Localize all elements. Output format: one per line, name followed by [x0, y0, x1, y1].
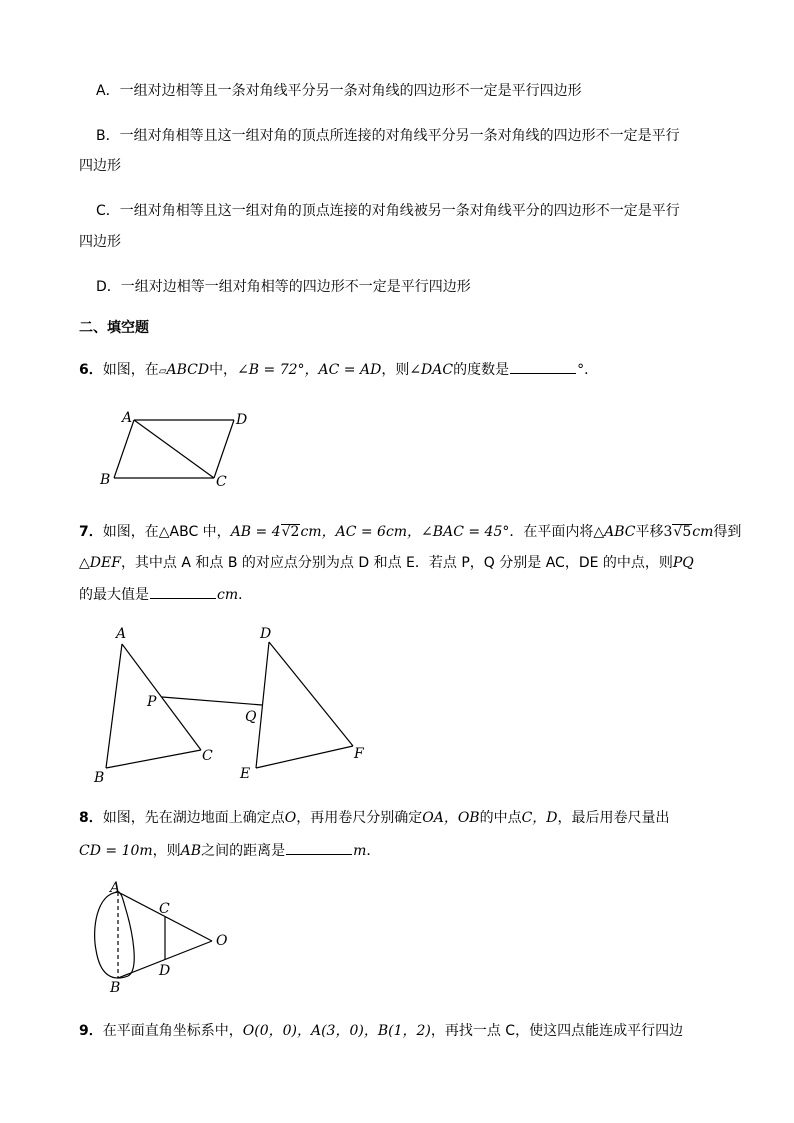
- point-label-b: B: [110, 980, 121, 996]
- q8-math-5: AB: [180, 843, 202, 859]
- q9-math-1: O(0，0)，A(3，0)，B(1，2): [242, 1023, 431, 1039]
- question-9: [79, 1021, 683, 1041]
- q8-text-1: 如图，先在湖边地面上确定点: [102, 810, 285, 826]
- q8-math-6: m: [353, 843, 367, 859]
- question-8-line1: [79, 808, 670, 828]
- sqrt-2: √2: [281, 524, 300, 540]
- q7-math-6: △DEF: [79, 555, 121, 571]
- q6-math-2: ∠B = 72°，AC = AD: [237, 362, 382, 378]
- point-label-o: O: [216, 933, 228, 949]
- choice-a: A．一组对边相等且一条对角线平分另一条对角线的四边形不一定是平行四边形: [96, 83, 582, 99]
- q6-text-1: 如图，在: [102, 362, 159, 378]
- q7-math-2: cm，AC = 6cm，∠BAC = 45°: [300, 524, 510, 540]
- question-number: 6．: [79, 362, 103, 378]
- q7-math-5: cm: [692, 524, 714, 540]
- q8-text-3: 的中点: [479, 810, 522, 826]
- answer-blank: [150, 584, 216, 599]
- q6-math-1: ABCD: [166, 362, 210, 378]
- q7-math-8: cm: [217, 587, 239, 603]
- choice-c-line1: C．一组对角相等且这一组对角的顶点连接的对角线被另一条对角线平分的四边形不一定是平行: [96, 203, 680, 219]
- q7-text-2: ．在平面内将: [509, 524, 594, 540]
- point-label-a: A: [110, 880, 121, 896]
- question-number: 9．: [79, 1023, 103, 1039]
- q6-text-3: ，则: [381, 362, 410, 378]
- lake-measurement-figure: [90, 880, 240, 995]
- q8-math-3: C，D: [521, 810, 558, 826]
- q8-math-4: CD = 10m: [79, 843, 153, 859]
- point-label-d: D: [159, 963, 171, 979]
- answer-blank: [286, 840, 352, 855]
- choice-b-line2: 四边形: [79, 158, 121, 174]
- point-label-c: C: [202, 748, 213, 764]
- question-7-line3: [79, 584, 252, 605]
- point-label-a: A: [122, 410, 133, 426]
- q8-math-1: O: [284, 810, 297, 826]
- question-6: [79, 359, 598, 382]
- question-number: 7．: [79, 524, 103, 540]
- point-label-p: P: [147, 694, 157, 710]
- point-label-c: C: [216, 474, 227, 490]
- q7-text-5: ，其中点 A 和点 B 的对应点分别为点 D 和点 E．若点 P，Q 分别是 AC，DE 的中点，则: [120, 555, 673, 571]
- q7-math-4: 3: [663, 524, 673, 540]
- point-label-e: E: [240, 766, 251, 782]
- point-label-a: A: [116, 626, 127, 642]
- q8-text-2: ，再用卷尺分别确定: [296, 810, 423, 826]
- q9-text-1: 在平面直角坐标系中，: [102, 1023, 243, 1039]
- question-8-line2: [79, 840, 380, 861]
- q8-text-5: ，则: [152, 843, 181, 859]
- answer-blank: [510, 359, 576, 374]
- q8-math-2: OA，OB: [422, 810, 480, 826]
- q7-math-1: AB = 4: [230, 524, 281, 540]
- q9-text-2: ，再找一点 C，使这四点能连成平行四边: [430, 1023, 684, 1039]
- section-title: 二、填空题: [79, 320, 149, 336]
- q7-text-4: 得到: [713, 524, 742, 540]
- q7-text-7: ．: [238, 587, 253, 603]
- q6-text-4: 的度数是: [453, 362, 510, 378]
- question-number: 8．: [79, 810, 103, 826]
- choice-c-line2: 四边形: [79, 234, 121, 250]
- point-label-q: Q: [245, 709, 257, 725]
- point-label-c: C: [159, 901, 170, 917]
- q7-math-7: PQ: [672, 555, 694, 571]
- point-label-d: D: [260, 626, 272, 642]
- question-7-line1: [79, 522, 741, 542]
- point-label-d: D: [236, 412, 248, 428]
- q6-math-3: ∠DAC: [409, 362, 454, 378]
- q7-text-6: 的最大值是: [79, 587, 149, 603]
- q7-text-3: 平移: [635, 524, 664, 540]
- sqrt-5: √5: [673, 524, 692, 540]
- parallelogram-figure: [100, 408, 260, 488]
- choice-d: D．一组对边相等一组对角相等的四边形不一定是平行四边形: [96, 279, 471, 295]
- q8-text-7: ．: [366, 843, 381, 859]
- q6-text-5: °．: [577, 362, 599, 378]
- q7-text-1: 如图，在△ABC 中，: [102, 524, 231, 540]
- q6-text-2: 中，: [209, 362, 238, 378]
- question-7-line2: [79, 553, 694, 573]
- q8-text-4: ，最后用卷尺量出: [557, 810, 670, 826]
- choice-b-line1: B．一组对角相等且这一组对角的顶点所连接的对角线平分另一条对角线的四边形不一定是平行: [96, 128, 680, 144]
- point-label-b: B: [94, 770, 105, 786]
- q7-math-3: △ABC: [593, 524, 636, 540]
- point-label-f: F: [354, 746, 364, 762]
- parallelogram-symbol: ▱: [158, 366, 167, 377]
- translated-triangles-figure: [90, 622, 380, 787]
- point-label-b: B: [100, 472, 111, 488]
- q8-text-6: 之间的距离是: [201, 843, 286, 859]
